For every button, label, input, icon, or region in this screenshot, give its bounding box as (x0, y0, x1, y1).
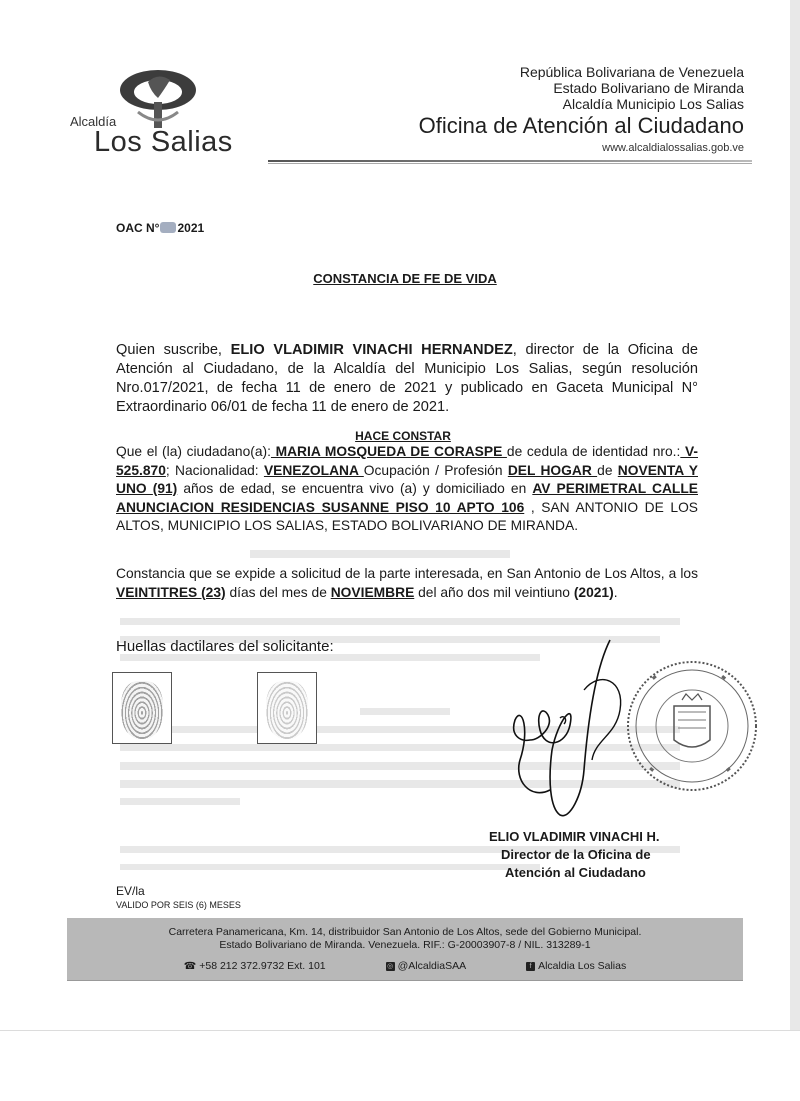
logo-small-text: Alcaldía (70, 114, 117, 129)
footer-phone-text: +58 212 372.9732 Ext. 101 (199, 960, 326, 972)
header-state: Estado Bolivariano de Miranda (553, 80, 744, 96)
fingerprint-box-right (257, 672, 317, 744)
footer-address: Carretera Panamericana, Km. 14, distribuidor San Antonio de Los Altos, sede del Gobierno Municipal. (168, 926, 642, 938)
facebook-icon: f (526, 962, 535, 971)
issue-text-3: del año dos mil veintiuno (414, 584, 574, 600)
phone-icon: ☎ (183, 960, 197, 972)
footer-phone (184, 960, 326, 972)
official-seal-icon (622, 656, 762, 796)
header-office-title: Oficina de Atención al Ciudadano (418, 113, 744, 138)
header-divider (268, 160, 752, 162)
intro-text-a: Quien suscribe, (116, 342, 231, 358)
citizen-id: V-525.870 (116, 444, 698, 478)
footer-bar (67, 918, 743, 981)
citizen-address: AV PERIMETRAL CALLE ANUNCIACION RESIDENCIAS SUSANNE PISO 10 APTO 106 (116, 481, 698, 515)
oac-prefix: OAC N° (116, 221, 160, 235)
cert-text-7: años de edad, se encuentra vivo (a) y domiciliado en (177, 481, 533, 496)
issue-day: VEINTITRES (23) (116, 584, 226, 600)
footer-instagram-text: @AlcaldiaSAA (397, 960, 467, 972)
logo-big-text: Los Salias (94, 126, 233, 158)
fingerprint-box-left (112, 672, 172, 744)
oac-number (116, 221, 204, 235)
hace-constar-text: HACE CONSTAR (355, 429, 451, 443)
header-municipality: Alcaldía Municipio Los Salias (562, 96, 744, 112)
footer-facebook (526, 960, 626, 972)
intro-text-b: , director de la Oficina de Atención al Ciudadano, de la Alcaldía del Municipio Los Salias, según resolución Nro.017/2021, de fecha 11 de enero de 2021 y publicado en Gaceta Municipal N° Extraordinario 06/01 de fecha 11 de enero de 2021. (116, 342, 698, 415)
scan-bottom-margin (0, 1030, 800, 1101)
cert-text-5: de (597, 462, 618, 478)
fingerprints-label: Huellas dactilares del solicitante: (116, 638, 334, 655)
header-republic: República Bolivariana de Venezuela (519, 64, 744, 80)
fingerprint-icon (121, 681, 163, 739)
intro-paragraph (116, 341, 698, 417)
signature-icon (500, 630, 640, 830)
citizen-nationality: VENEZOLANA (263, 462, 364, 478)
alcaldia-logo (70, 68, 250, 168)
cert-text-1: Que el (la) ciudadano(a): (116, 444, 271, 459)
citizen-age-number: (91) (152, 481, 178, 496)
initials: EV/la (116, 884, 145, 898)
issue-month: NOVIEMBRE (330, 584, 415, 600)
fingerprint-icon (266, 681, 308, 739)
instagram-icon: ◎ (387, 962, 394, 970)
redaction-blot (160, 222, 176, 233)
cert-text-2: de cedula de identidad nro.: (506, 444, 681, 459)
scan-right-edge (790, 0, 800, 1030)
issue-text-4: . (613, 584, 618, 600)
citizen-age-words: NOVENTA Y UNO (116, 462, 698, 496)
certification-paragraph (116, 443, 698, 536)
signer-title-line1: Director de la Oficina de (501, 847, 651, 862)
issuance-paragraph (116, 565, 698, 602)
issue-year: (2021) (573, 584, 614, 600)
cert-text-4: Ocupación / Profesión (363, 462, 508, 478)
footer-facebook-text: Alcaldia Los Salias (538, 960, 627, 972)
signer-name: ELIO VLADIMIR VINACHI H. (489, 829, 660, 844)
cert-text-3: ; Nacionalidad: (165, 462, 264, 478)
header-website: www.alcaldialossalias.gob.ve (602, 142, 744, 154)
logo-emblem-icon (118, 68, 198, 130)
issue-text-2: días del mes de (225, 584, 331, 600)
citizen-occupation: DEL HOGAR (507, 462, 598, 478)
citizen-name: MARIA MOSQUEDA DE CORASPE (270, 444, 507, 459)
document-title-text: CONSTANCIA DE FE DE VIDA (313, 271, 497, 286)
footer-instagram (386, 960, 466, 972)
issue-text-1: Constancia que se expide a solicitud de la parte interesada, en San Antonio de Los Altos, a los (116, 566, 698, 581)
footer-rif: Estado Bolivariano de Miranda. Venezuela. RIF.: G-20003907-8 / NIL. 313289-1 (219, 939, 591, 951)
cert-text-8: , SAN ANTONIO DE LOS ALTOS, MUNICIPIO LOS SALIAS, ESTADO BOLIVARIANO DE MIRANDA. (116, 499, 698, 533)
document-title (0, 271, 790, 286)
validity-note: VALIDO POR SEIS (6) MESES (116, 900, 241, 910)
director-name: ELIO VLADIMIR VINACHI HERNANDEZ (230, 342, 513, 358)
hace-constar-heading (0, 429, 790, 443)
signer-title-line2: Atención al Ciudadano (505, 865, 646, 880)
footer-contacts (67, 960, 743, 972)
header-divider-thin (268, 163, 752, 164)
oac-year: 2021 (177, 221, 205, 235)
